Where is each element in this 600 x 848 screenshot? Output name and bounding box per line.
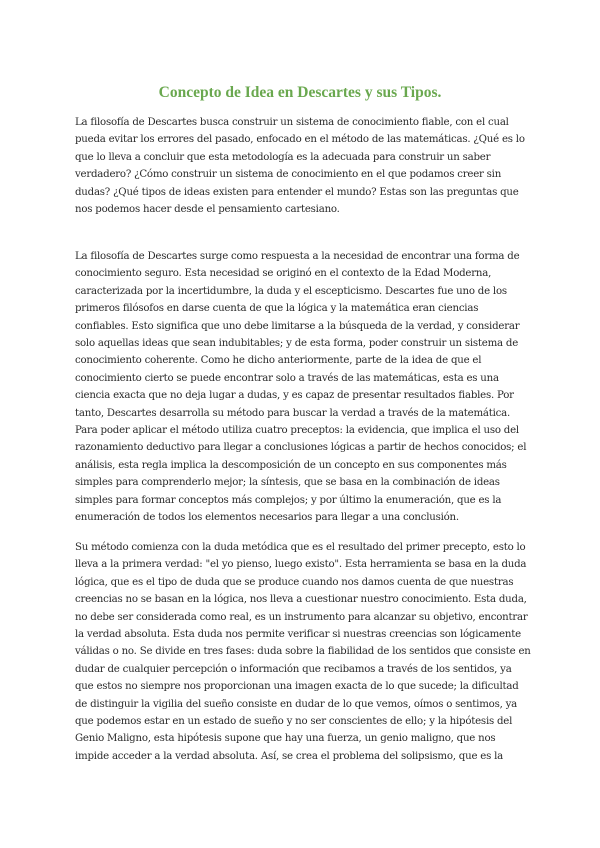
text-line: confiables. Esto significa que uno debe limitarse a la búsqueda de la verdad, y considerar	[75, 320, 520, 332]
text-line: verdadero? ¿Cómo construir un sistema de conocimiento en el que podamos creer sin	[75, 169, 502, 181]
text-line: no debe ser considerada como real, es un instrumento para alcanzar su objetivo, encontrar	[75, 611, 528, 623]
text-line: que podemos estar en un estado de sueño y no ser conscientes de ello; y la hipótesis del	[75, 716, 513, 728]
text-line: simples para formar conceptos más complejos; y por último la enumeración, que es la	[75, 494, 502, 506]
text-line: impide acceder a la verdad absoluta. Así, se crea el problema del solipsismo, que es la	[75, 750, 504, 762]
text-line: tanto, Descartes desarrolla su método para buscar la verdad a través de la matemática.	[75, 407, 511, 419]
paragraph-method	[75, 539, 535, 765]
page-title: Concepto de Idea en Descartes y sus Tipos.	[158, 84, 442, 101]
text-line: válidas o no. Se divide en tres fases: duda sobre la fiabilidad de los sentidos que consiste en	[75, 646, 531, 658]
text-line: que estos no siempre nos proporcionan una imagen exacta de lo que sucede; la dificultad	[75, 681, 519, 693]
text-line: lógica, que es el tipo de duda que se produce cuando nos damos cuenta de que nuestras	[75, 576, 514, 588]
text-line: La filosofía de Descartes busca construir un sistema de conocimiento fiable, con el cual	[75, 117, 509, 128]
paragraph-context	[75, 248, 535, 527]
text-line: Su método comienza con la duda metódica que es el resultado del primer precepto, esto lo	[75, 542, 526, 553]
text-line: La filosofía de Descartes surge como respuesta a la necesidad de encontrar una forma de	[75, 251, 520, 262]
text-line: razonamiento deductivo para llegar a conclusiones lógicas a partir de hechos conocidos; el	[75, 442, 527, 454]
text-line: Para poder aplicar el método utiliza cuatro preceptos: la evidencia, que implica el uso del	[75, 425, 519, 437]
text-line: creencias no se basan en la lógica, nos lleva a cuestionar nuestro conocimiento. Esta duda,	[75, 594, 527, 606]
text-line: enumeración de todos los elementos necesarios para llegar a una conclusión.	[75, 512, 459, 524]
paragraph-introduction	[75, 114, 535, 218]
text-line: que lo lleva a concluir que esta metodología es la adecuada para construir un saber	[75, 151, 491, 163]
text-line: dudas? ¿Qué tipos de ideas existen para entender el mundo? Estas son las preguntas que	[75, 186, 519, 198]
text-line: Genio Maligno, esta hipótesis supone que hay una fuerza, un genio maligno, que nos	[75, 733, 496, 745]
text-line: análisis, esta regla implica la descomposición de un concepto en sus componentes más	[75, 459, 507, 471]
text-line: la verdad absoluta. Esta duda nos permite verificar si nuestras creencias son lógicamente	[75, 629, 521, 641]
text-line: dudar de cualquier percepción o información que recibamos a través de los sentidos, ya	[75, 663, 512, 675]
text-line: lleva a la primera verdad: "el yo pienso, luego existo". Esta herramienta se basa en la duda	[75, 559, 527, 571]
text-line: primeros filósofos en darse cuenta de que la lógica y la matemática eran ciencias	[75, 303, 479, 315]
text-line: conocimiento cierto se puede encontrar solo a través de las matemáticas, esta es una	[75, 372, 499, 384]
text-line: simples para comprenderlo mejor; la síntesis, que se basa en la combinación de ideas	[75, 477, 500, 489]
text-line: caracterizada por la incertidumbre, la duda y el escepticismo. Descartes fue uno de los	[75, 285, 507, 297]
text-line: solo aquellas ideas que sean indubitables; y de esta forma, poder construir un sistema de	[75, 338, 519, 350]
text-line: de distinguir la vigilia del sueño consiste en dudar de lo que vemos, oímos o sentimos, ya	[75, 698, 518, 710]
text-line: conocimiento seguro. Esta necesidad se originó en el contexto de la Edad Moderna,	[75, 268, 492, 280]
text-line: conocimiento coherente. Como he dicho anteriormente, parte de la idea de que el	[75, 355, 482, 367]
text-line: ciencia exacta que no deja lugar a dudas, y es capaz de presentar resultados fiables. Por	[75, 390, 514, 402]
text-line: nos podemos hacer desde el pensamiento cartesiano.	[75, 204, 340, 216]
text-line: pueda evitar los errores del pasado, enfocado en el método de las matemáticas. ¿Qué es lo	[75, 134, 525, 146]
